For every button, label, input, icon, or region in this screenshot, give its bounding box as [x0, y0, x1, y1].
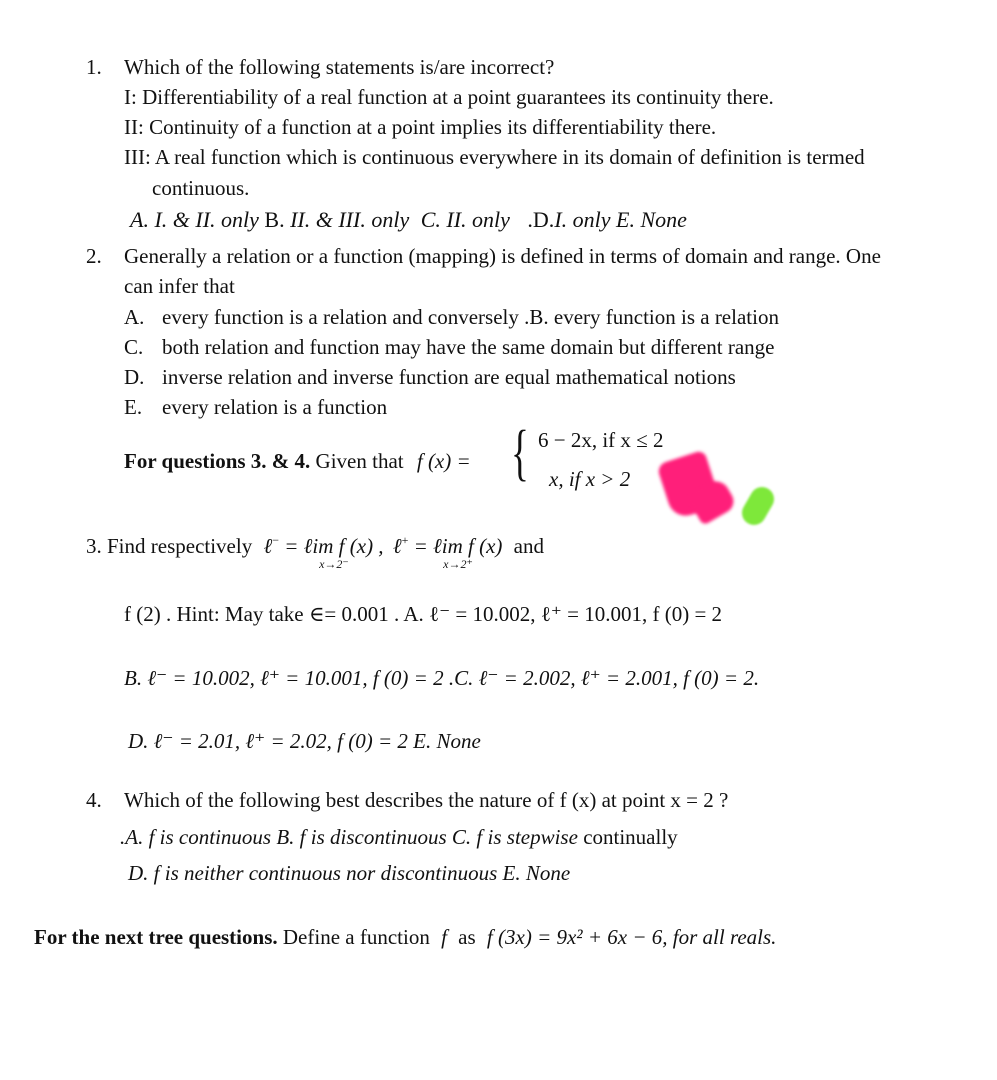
q2-option-d	[124, 367, 736, 388]
q2-question	[86, 246, 881, 267]
q3-line2-option-a: f (2) . Hint: May take ∈= 0.001 . A. ℓ⁻ = 10.002, ℓ⁺ = 10.001, f (0) = 2	[124, 602, 723, 626]
next-as: as	[458, 925, 476, 949]
limit-left	[284, 534, 384, 571]
given-lead	[124, 451, 471, 472]
next-tail: for all reals.	[672, 925, 777, 949]
next-text: Define a function	[282, 925, 430, 949]
q3-line1: 3. Find respectively ℓ− = ℓim f (x) , x→2⁻ ℓ+ = ℓim f (x) x→2⁺ and	[86, 533, 544, 571]
q2-option-text: inverse relation and inverse function are equal mathematical notions	[162, 365, 736, 389]
given-case-1: 6 − 2x, if x ≤ 2	[538, 428, 664, 452]
q1-option-b-letter: B.	[264, 207, 285, 232]
q4-options-line1	[120, 827, 678, 848]
q1-question-text: Which of the following statements is/are incorrect?	[124, 55, 555, 79]
next-f: f	[441, 925, 447, 949]
q1-statement-3: III: A real function which is continuous everywhere in its domain of definition is termed	[124, 145, 865, 169]
q2-option-letter: D.	[124, 365, 145, 389]
q4-option-c-tail: continually	[583, 825, 678, 849]
q4-options-abc: .A. f is continuous B. f is discontinuous C. f is stepwise	[120, 825, 578, 849]
limit-left-expr: = ℓim f (x) ,	[284, 534, 384, 558]
q1-option-a: A. I. & II. only	[130, 207, 259, 232]
q4-question	[86, 790, 728, 811]
q2-option-a-b	[124, 307, 779, 328]
limit-left-sub: x→2⁻	[319, 557, 349, 571]
given-lead-bold: For questions 3. & 4.	[124, 449, 311, 473]
q1-question	[86, 57, 554, 78]
q1-option-d-e: I. only E. None	[554, 207, 687, 232]
q2-option-text: every relation is a function	[162, 395, 388, 419]
piecewise-brace: {	[511, 419, 529, 487]
q2-option-text: every function is a relation and conversely .B. every function is a relation	[162, 305, 779, 329]
given-fx: f (x) =	[416, 449, 471, 473]
next-questions-intro	[34, 927, 776, 948]
q3-and: and	[513, 534, 544, 558]
q2-option-c	[124, 337, 775, 358]
given-lead-text: Given that	[315, 449, 404, 473]
next-bold: For the next tree questions.	[34, 925, 278, 949]
q1-statement-2: II: Continuity of a function at a point implies its differentiability there.	[124, 115, 717, 139]
q2-option-letter: C.	[124, 335, 144, 359]
q2-number: 2.	[86, 244, 102, 268]
q1-number: 1.	[86, 55, 102, 79]
q1-option-b: II. & III. only	[290, 207, 410, 232]
q1-option-c: C. II. only	[420, 207, 510, 232]
green-highlight-mark	[738, 483, 779, 530]
q4-number: 4.	[86, 788, 102, 812]
q1-option-d-letter: .D.	[527, 207, 555, 232]
given-case-2: x, if x > 2	[549, 467, 631, 491]
limit-right	[413, 534, 503, 571]
next-formula: f (3x) = 9x² + 6x − 6,	[486, 925, 668, 949]
q3-line3-options-b-c: B. ℓ⁻ = 10.002, ℓ⁺ = 10.001, f (0) = 2 .C. ℓ⁻ = 2.002, ℓ⁺ = 2.001, f (0) = 2.	[124, 666, 760, 690]
q2-question-line1: Generally a relation or a function (mapping) is defined in terms of domain and range. One	[124, 244, 881, 268]
q3-prefix: 3. Find respectively	[86, 534, 253, 558]
l-plus: ℓ	[392, 534, 402, 558]
q2-option-letter: A.	[124, 305, 145, 329]
q4-question-text: Which of the following best describes the nature of f (x) at point x = 2 ?	[124, 788, 729, 812]
limit-right-sub: x→2⁺	[443, 557, 473, 571]
q2-question-line2: can infer that	[124, 274, 235, 298]
q1-statement-3-cont: continuous.	[152, 176, 250, 200]
q2-option-e	[124, 397, 387, 418]
q4-options-line2: D. f is neither continuous nor discontinuous E. None	[128, 861, 571, 885]
q1-statement-1: I: Differentiability of a real function at a point guarantees its continuity there.	[124, 85, 774, 109]
l-minus: ℓ	[263, 534, 273, 558]
limit-right-expr: = ℓim f (x)	[413, 534, 503, 558]
q2-option-letter: E.	[124, 395, 143, 419]
q3-line4-options-d-e: D. ℓ⁻ = 2.01, ℓ⁺ = 2.02, f (0) = 2 E. None	[128, 729, 481, 753]
q2-option-text: both relation and function may have the same domain but different range	[162, 335, 775, 359]
q1-options	[130, 209, 687, 231]
